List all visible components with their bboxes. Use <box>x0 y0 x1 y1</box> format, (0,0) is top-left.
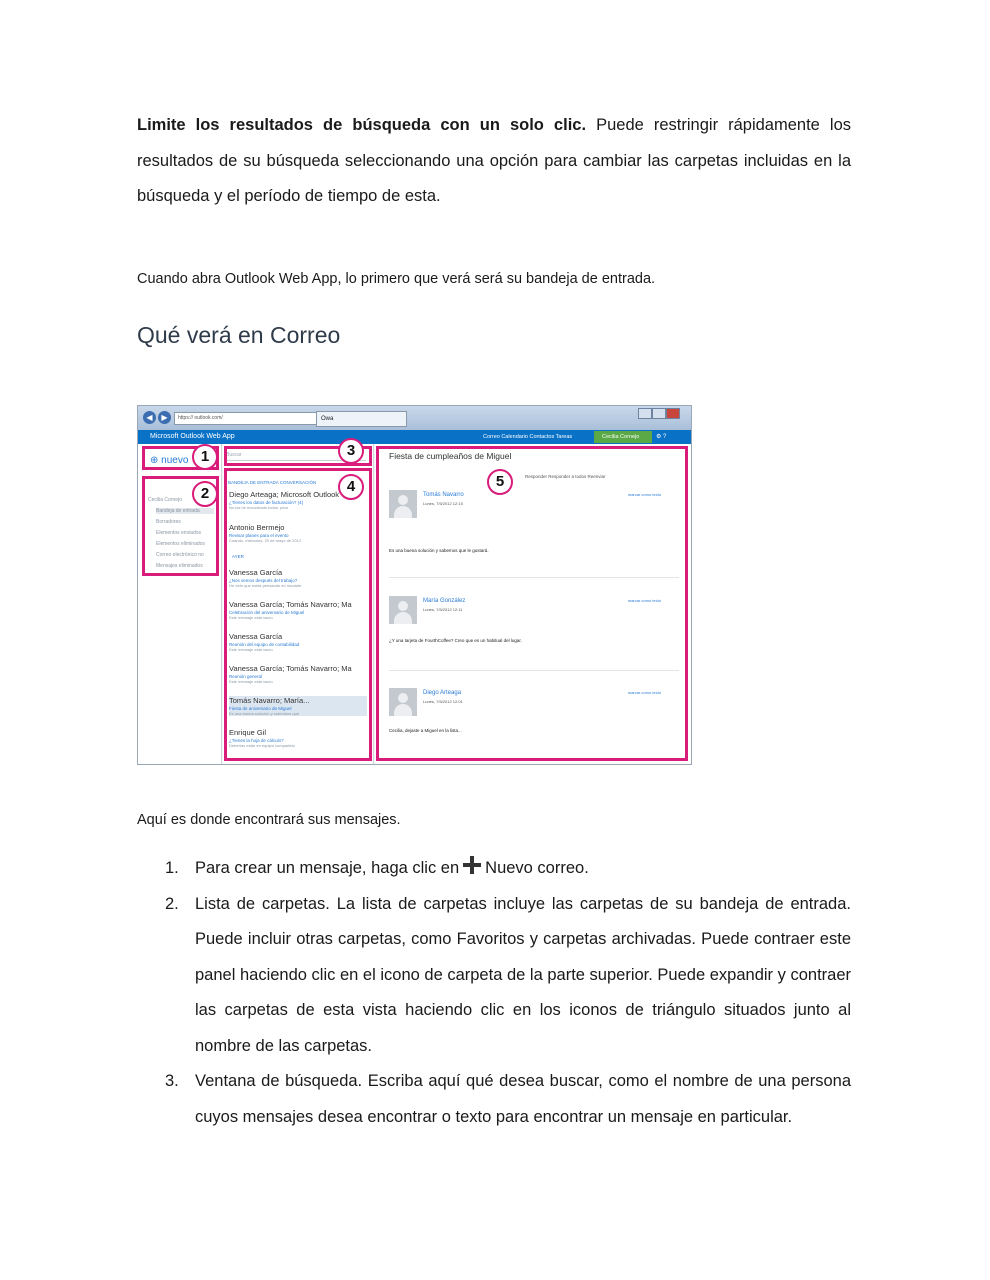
minimize-icon <box>638 408 652 419</box>
user-name: Cecilia Cornejo <box>594 431 652 443</box>
conversation-title: Fiesta de cumpleaños de Miguel <box>389 451 512 461</box>
reply-actions: Responder Responder a todos Reenviar <box>525 474 606 479</box>
intro-paragraph <box>137 108 851 215</box>
callout-3: 3 <box>338 438 364 464</box>
list-item: 2. Lista de carpetas. La lista de carpetas incluye las carpetas de su bandeja de entrada. Puede incluir otras carpetas, como Favoritos y carpetas archivadas. Puede contraer este panel haciendo clic en el icono de carpeta de la parte superior. Puede expandir y contraer las carpetas de esta vista haciendo clic en los iconos de triángulo situados junto al nombre de las carpetas. <box>165 894 851 1055</box>
owa-screenshot <box>137 405 692 765</box>
callout-2: 2 <box>192 481 218 507</box>
list-item: Tomás Navarro; María... Fiesta de aniversario de Miguel Es una buena solución y sobremos que <box>229 696 367 716</box>
folder-drafts: Borradores <box>156 519 181 525</box>
conversation-item: Diego Arteaga Lunes, 7/5/2012 12:01 marcar como leído Cecilia, dejaste a Miguel en la lista... <box>389 690 661 733</box>
forward-icon: ▶ <box>158 411 171 424</box>
folder-sent: Elementos enviados <box>156 530 202 536</box>
list-item: Vanessa García ¿Nos vemos después del trabajo? He oído que estás pensando en mudarte <box>229 568 302 588</box>
plus-icon <box>463 856 481 874</box>
callout-5: 5 <box>487 469 513 495</box>
new-mail-button: ⊕ nuevo <box>150 455 189 466</box>
list-item: Vanessa García; Tomás Navarro; Ma Reunión general Este mensaje está vacío. <box>229 664 352 684</box>
back-icon: ◀ <box>143 411 156 424</box>
folder-inbox: Bandeja de entrada <box>156 508 214 514</box>
address-bar: https:// outlook.com/ <box>174 412 317 425</box>
list-item: 1. Para crear un mensaje, haga clic en Nuevo correo. <box>137 851 851 887</box>
browser-titlebar <box>138 406 691 430</box>
conversation-item: Tomás Navarro Lunes, 7/5/2012 12:15 marcar como leído Es una buena solución y sabemos que le gustará. <box>389 492 661 553</box>
highlight-box <box>224 468 372 761</box>
list-item: Vanessa García Reunión del equipo de contabilidad Este mensaje está vacío. <box>229 632 300 652</box>
list-item: Antonio Bermejo Revisar planes para el evento Cuando, miércoles, 20 de mayo de 2012 <box>229 523 302 543</box>
folder-junk: Correo electrónico no <box>156 552 204 558</box>
open-note: Cuando abra Outlook Web App, lo primero que verá será su bandeja de entrada. <box>137 271 656 287</box>
settings-icon: ⚙ ? <box>656 434 667 440</box>
list-item: Enrique Gil ¿Tienes la hoja de cálculo? Deberías estar en equipo compartido <box>229 728 295 748</box>
group-label: AYER <box>232 554 244 559</box>
highlight-box <box>376 446 688 761</box>
browser-tab: Owa <box>316 411 407 427</box>
conversation-item: María González Lunes, 7/5/2012 12:11 marcar como leído ¿Y una tarjeta de FourthCoffee? Creo que es un habitual del lugar. <box>389 598 661 643</box>
search-box: Buscar <box>226 450 366 461</box>
intro-text: Puede restringir rápidamente los resultados de su búsqueda seleccionando una opción para cambiar las carpetas incluidas en la búsqueda y el período de tiempo de esta. <box>137 116 851 205</box>
app-bar <box>138 430 691 444</box>
app-name: Microsoft Outlook Web App <box>150 433 235 440</box>
callout-4: 4 <box>338 474 364 500</box>
numbered-list <box>137 851 851 1135</box>
folder-deleted: Elementos eliminados <box>156 541 205 547</box>
list-item: Diego Arteaga; Microsoft Outlook ¿Tienes los datos de facturación? (4) No los he encontrado todos, pero <box>229 490 340 510</box>
messages-note: Aquí es donde encontrará sus mensajes. <box>137 812 401 828</box>
section-heading: Qué verá en Correo <box>137 322 341 348</box>
app-top-links: Correo Calendario Contactos Tareas <box>483 434 573 440</box>
folder-root: Cecilia Cornejo <box>148 497 182 503</box>
list-item: 3. Ventana de búsqueda. Escriba aquí qué desea buscar, como el nombre de una persona cuyos mensajes desea encontrar o texto para encontrar un mensaje en particular. <box>165 1072 851 1126</box>
intro-bold: Limite los resultados de búsqueda con un solo clic. <box>137 116 587 134</box>
maximize-icon <box>652 408 666 419</box>
close-icon <box>666 408 680 419</box>
list-item: Vanessa García; Tomás Navarro; Ma Celebración del aniversario de Miguel Este mensaje está vacío. <box>229 600 352 620</box>
folder-removed: Mensajes eliminados <box>156 563 203 569</box>
callout-1: 1 <box>192 444 218 470</box>
list-header: BANDEJA DE ENTRADA CONVERSACIÓN <box>228 480 317 485</box>
